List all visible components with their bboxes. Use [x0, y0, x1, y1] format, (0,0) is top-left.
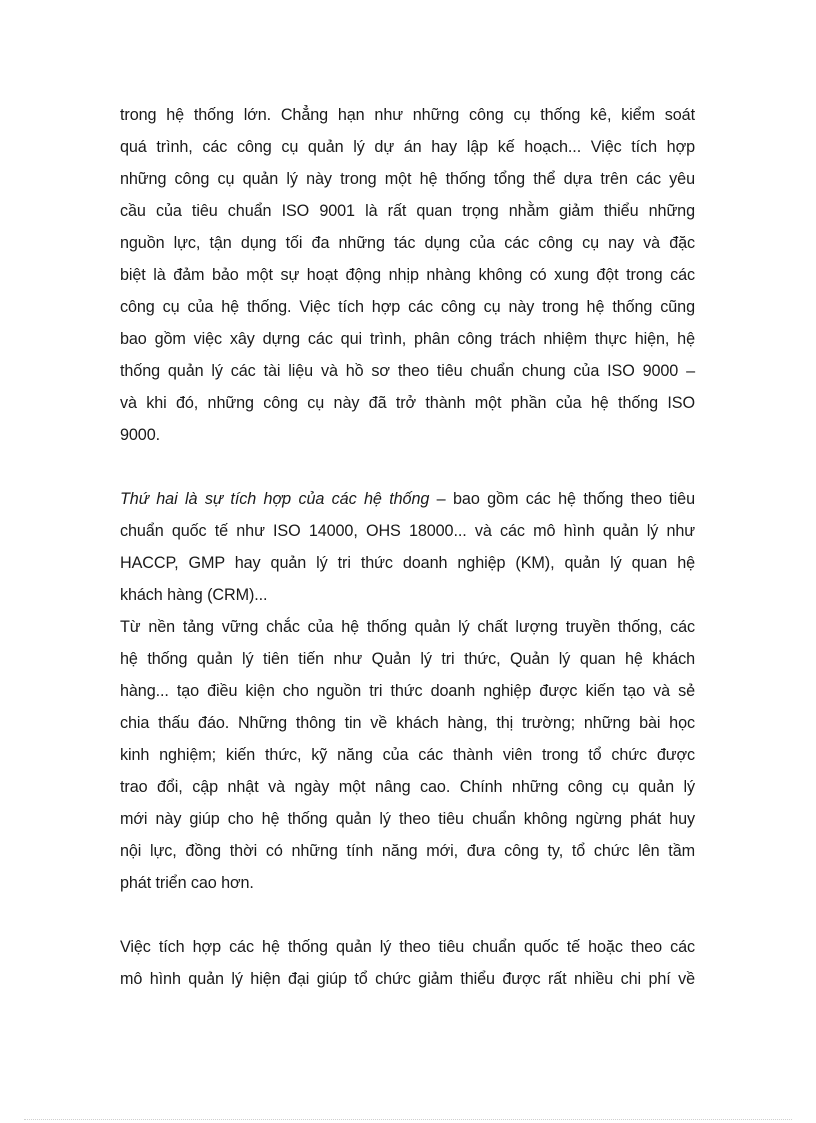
paragraph-1 — [120, 102, 695, 454]
text-line: bao gồm việc xây dựng các qui trình, phân công trách nhiệm thực hiện, hệ — [120, 330, 695, 348]
text-line: Việc tích hợp các hệ thống quản lý theo tiêu chuẩn quốc tế hoặc theo các — [120, 938, 695, 956]
text-line: hệ thống quản lý tiên tiến như Quản lý tri thức, Quản lý quan hệ khách — [120, 650, 695, 668]
text-line: phát triển cao hơn. — [120, 874, 254, 892]
text-line: trao đổi, cập nhật và ngày một nâng cao. Chính những công cụ quản lý — [120, 778, 695, 796]
text-line: và khi đó, những công cụ này đã trở thành một phần của hệ thống ISO — [120, 394, 695, 412]
text-line: mô hình quản lý hiện đại giúp tổ chức giảm thiểu được rất nhiều chi phí về — [120, 970, 695, 988]
text-line: những công cụ quản lý này trong một hệ thống tổng thể dựa trên các yêu — [120, 170, 695, 188]
text-line: nội lực, đồng thời có những tính năng mới, đưa công ty, tổ chức lên tầm — [120, 842, 695, 860]
text-line: Từ nền tảng vững chắc của hệ thống quản lý chất lượng truyền thống, các — [120, 618, 695, 636]
paragraph-2 — [120, 486, 695, 902]
paragraph-gap — [120, 454, 695, 486]
text-line: thống quản lý các tài liệu và hồ sơ theo tiêu chuẩn chung của ISO 9000 – — [120, 362, 695, 380]
text-line: hàng... tạo điều kiện cho nguồn tri thức doanh nghiệp được kiến tạo và sẻ — [120, 682, 695, 700]
text-line: cầu của tiêu chuẩn ISO 9001 là rất quan trọng nhằm giảm thiểu những — [120, 202, 695, 220]
page-bottom-rule — [24, 1119, 792, 1120]
paragraph-3 — [120, 934, 695, 998]
text-line: nguồn lực, tận dụng tối đa những tác dụng của các công cụ nay và đặc — [120, 234, 695, 252]
text-line: khách hàng (CRM)... — [120, 586, 268, 604]
text-line: kinh nghiệm; kiến thức, kỹ năng của các thành viên trong tổ chức được — [120, 746, 695, 764]
text-line: công cụ của hệ thống. Việc tích hợp các công cụ này trong hệ thống cũng — [120, 298, 695, 316]
paragraph-gap — [120, 902, 695, 934]
text-line: mới này giúp cho hệ thống quản lý theo tiêu chuẩn không ngừng phát huy — [120, 810, 695, 828]
text-line: chia thấu đáo. Những thông tin về khách hàng, thị trường; những bài học — [120, 714, 695, 732]
document-body — [120, 102, 695, 998]
text-line: chuẩn quốc tế như ISO 14000, OHS 18000... và các mô hình quản lý như — [120, 522, 695, 540]
text-line-lead — [120, 486, 695, 518]
lead-text: – bao gồm các hệ thống theo tiêu — [429, 490, 695, 508]
text-line: quá trình, các công cụ quản lý dự án hay lập kế hoạch... Việc tích hợp — [120, 138, 695, 156]
text-line: HACCP, GMP hay quản lý tri thức doanh nghiệp (KM), quản lý quan hệ — [120, 554, 695, 572]
text-line: biệt là đảm bảo một sự hoạt động nhịp nhàng không có xung đột trong các — [120, 266, 695, 284]
text-line: trong hệ thống lớn. Chẳng hạn như những công cụ thống kê, kiểm soát — [120, 106, 695, 124]
text-line: 9000. — [120, 426, 161, 444]
italic-heading: Thứ hai là sự tích hợp của các hệ thống — [120, 490, 430, 508]
